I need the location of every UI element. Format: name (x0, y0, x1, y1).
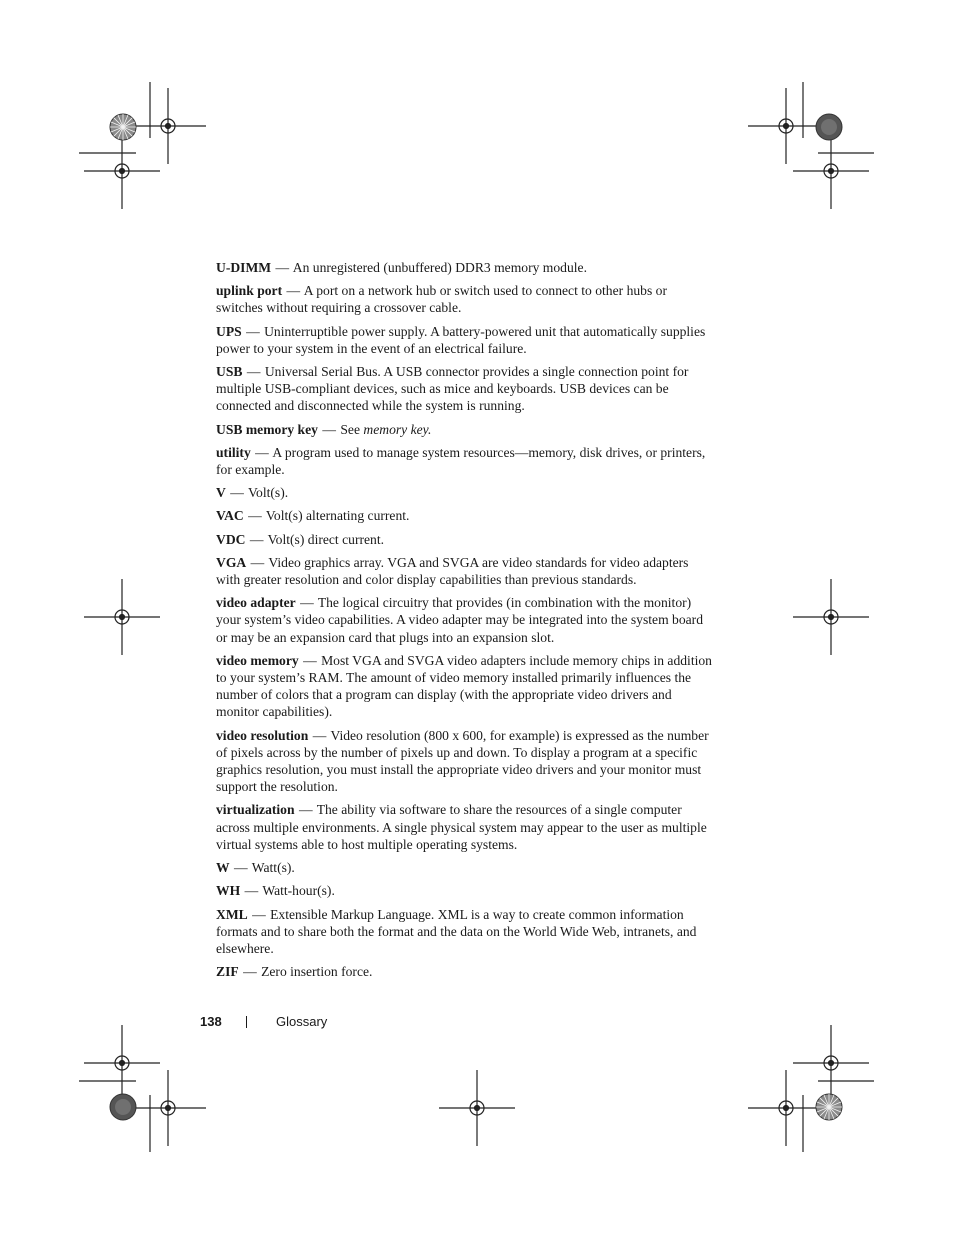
glossary-term: WH (216, 883, 241, 899)
glossary-definition: Watt-hour(s). (262, 883, 335, 899)
footer-divider (246, 1016, 247, 1028)
page-number: 138 (200, 1014, 222, 1029)
glossary-definition: Volt(s) direct current. (267, 531, 384, 547)
glossary-term: U-DIMM (216, 260, 272, 275)
em-dash-separator: — (244, 883, 259, 899)
glossary-entry (216, 882, 716, 899)
em-dash-separator: — (250, 554, 265, 570)
glossary-entry (216, 652, 716, 721)
em-dash-separator: — (230, 485, 244, 501)
glossary-term: USB (216, 364, 243, 380)
em-dash-separator: — (252, 906, 266, 922)
glossary-term: video resolution (216, 727, 309, 743)
em-dash-separator: — (243, 964, 257, 980)
glossary-term: video memory (216, 652, 299, 668)
glossary-entry (216, 801, 716, 853)
glossary-definition: A port on a network hub or switch used to connect to other hubs or switches without requiring a crossover cable. (216, 283, 667, 316)
glossary-definition: Watt(s). (251, 860, 295, 876)
em-dash-separator: — (312, 727, 327, 743)
glossary-entry (216, 594, 716, 646)
glossary-term: V (216, 485, 226, 501)
glossary-entry (216, 421, 716, 438)
glossary-term: uplink port (216, 283, 283, 299)
glossary-definition: An unregistered (unbuffered) DDR3 memory module. (292, 260, 587, 275)
glossary-entry (216, 444, 716, 478)
glossary-definition: See (340, 421, 360, 437)
glossary-entry (216, 531, 716, 548)
section-name: Glossary (276, 1014, 328, 1029)
cross-reference-link[interactable]: memory key. (363, 421, 432, 437)
glossary-term: virtualization (216, 802, 295, 818)
glossary-term: W (216, 860, 230, 876)
glossary-term: utility (216, 444, 251, 460)
em-dash-separator: — (255, 444, 269, 460)
glossary-definition: Uninterruptible power supply. A battery-powered unit that automatically supplies power to your system in the event of an electrical failure. (216, 323, 706, 356)
glossary-definition: Zero insertion force. (261, 964, 373, 980)
em-dash-separator: — (275, 260, 290, 275)
em-dash-separator: — (246, 323, 260, 339)
page-footer (200, 1014, 327, 1029)
em-dash-separator: — (286, 283, 301, 299)
glossary-term: VDC (216, 531, 246, 547)
glossary-entry (216, 554, 716, 588)
glossary-entry (216, 484, 716, 501)
glossary-entry (216, 727, 716, 796)
em-dash-separator: — (322, 421, 336, 437)
glossary-definition: Most VGA and SVGA video adapters include memory chips in addition to your system’s RAM. The amount of video memory installed primarily influences the number of colors that a program can display (with the appropriate video drivers and monitor capabilities). (216, 652, 712, 720)
glossary-term: XML (216, 906, 248, 922)
glossary-entry (216, 859, 716, 876)
glossary-entry (216, 963, 716, 980)
glossary-entry (216, 259, 716, 276)
glossary-definition: Extensible Markup Language. XML is a way to create common information formats and to share both the format and the data on the World Wide Web, intranets, and elsewhere. (216, 906, 697, 956)
em-dash-separator: — (246, 364, 261, 380)
glossary-term: VAC (216, 508, 244, 524)
glossary-definition: Volt(s) alternating current. (265, 508, 410, 524)
glossary-definition: Universal Serial Bus. A USB connector provides a single connection point for multiple USB-compliant devices, such as mice and keyboards. USB devices can be connected and disconnected while the system is running. (216, 364, 689, 414)
em-dash-separator: — (300, 595, 314, 611)
glossary-entry (216, 906, 716, 958)
glossary-list (216, 259, 716, 986)
glossary-term: UPS (216, 323, 242, 339)
glossary-definition: Volt(s). (247, 485, 289, 501)
glossary-term: VGA (216, 554, 247, 570)
glossary-term: video adapter (216, 595, 296, 611)
glossary-term: ZIF (216, 964, 239, 980)
glossary-definition: The logical circuitry that provides (in combination with the monitor) your system’s video capabilities. A video adapter may be integrated into the system board or may be an expansion card that plugs into an expansion slot. (216, 595, 703, 645)
glossary-entry (216, 363, 716, 415)
glossary-definition: Video resolution (800 x 600, for example) is expressed as the number of pixels across by the number of pixels up and down. To display a program at a specific graphics resolution, you must install the appropriate video drivers and your monitor must support the resolution. (216, 727, 709, 795)
em-dash-separator: — (303, 652, 317, 668)
em-dash-separator: — (298, 802, 313, 818)
glossary-term: USB memory key (216, 421, 318, 437)
glossary-definition: A program used to manage system resources—memory, disk drives, or printers, for example. (216, 444, 706, 478)
glossary-entry (216, 507, 716, 524)
glossary-definition: Video graphics array. VGA and SVGA are video standards for video adapters with greater resolution and color display capabilities than previous standards. (216, 554, 689, 588)
em-dash-separator: — (234, 860, 248, 876)
glossary-definition: The ability via software to share the resources of a single computer across multiple environments. A single physical system may appear to the user as multiple virtual systems able to host multiple operating systems. (216, 802, 707, 852)
glossary-entry (216, 323, 716, 357)
em-dash-separator: — (248, 508, 262, 524)
em-dash-separator: — (249, 531, 264, 547)
glossary-entry (216, 282, 716, 316)
